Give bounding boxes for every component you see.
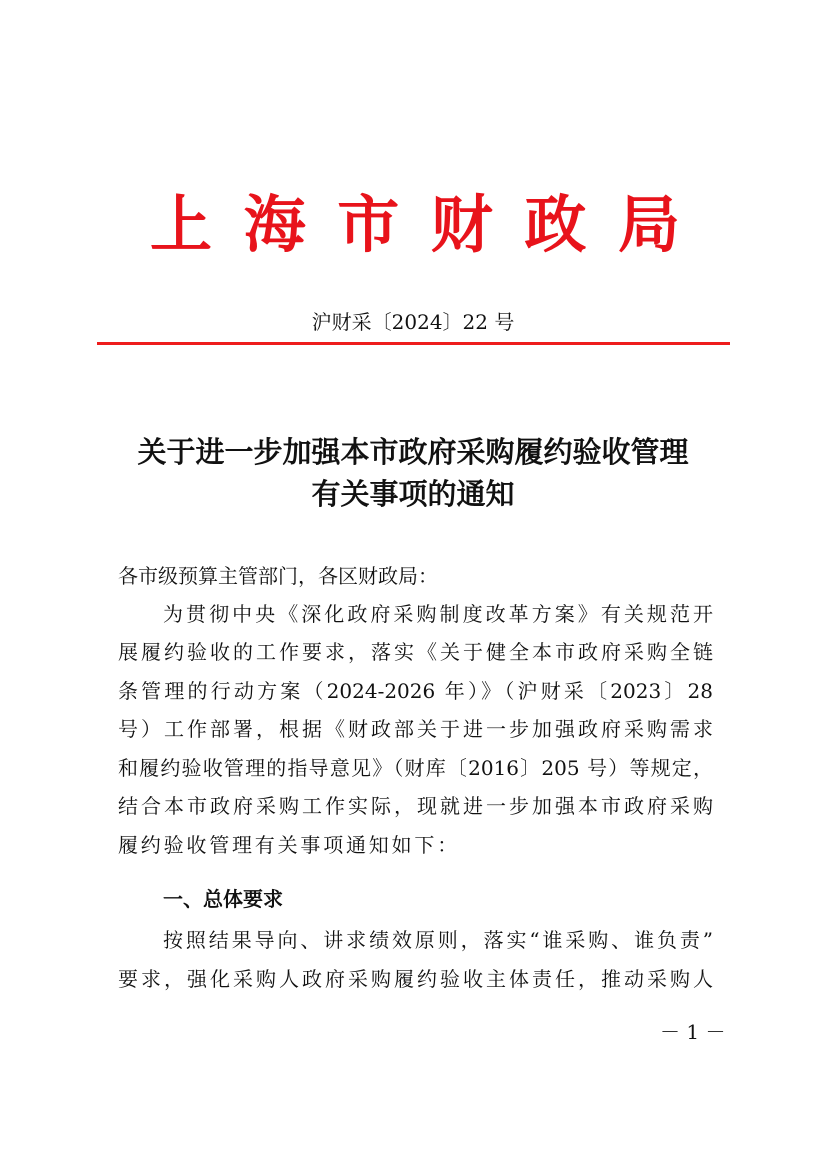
salutation: 各市级预算主管部门，各区财政局：	[118, 564, 438, 588]
paragraph-line: 号）工作部署，根据《财政部关于进一步加强政府采购需求	[118, 717, 713, 741]
paragraph-line: 结合本市政府采购工作实际，现就进一步加强本市政府采购	[118, 794, 713, 818]
paragraph-line: 为贯彻中央《深化政府采购制度改革方案》有关规范开	[163, 602, 713, 626]
red-divider-line	[97, 342, 730, 345]
issuing-authority-header: 上 海 市 财 政 局	[150, 188, 680, 261]
document-title-line1: 关于进一步加强本市政府采购履约验收管理	[137, 435, 689, 469]
paragraph-line: 条管理的行动方案（2024-2026 年）》（沪财采〔2023〕28	[118, 679, 713, 703]
paragraph-line: 要求，强化采购人政府采购履约验收主体责任，推动采购人	[118, 967, 713, 991]
paragraph-line: 履约验收管理有关事项通知如下：	[118, 833, 460, 857]
page-number: － 1 －	[660, 1020, 726, 1044]
section-heading: 一、总体要求	[163, 887, 283, 911]
document-number: 沪财采〔2024〕22 号	[311, 310, 515, 334]
paragraph-line: 按照结果导向、讲求绩效原则，落实“谁采购、谁负责”	[163, 928, 713, 952]
paragraph-line: 和履约验收管理的指导意见》（财库〔2016〕205 号）等规定，	[118, 756, 713, 780]
document-title-line2: 有关事项的通知	[311, 477, 515, 511]
paragraph-line: 展履约验收的工作要求，落实《关于健全本市政府采购全链	[118, 640, 713, 664]
